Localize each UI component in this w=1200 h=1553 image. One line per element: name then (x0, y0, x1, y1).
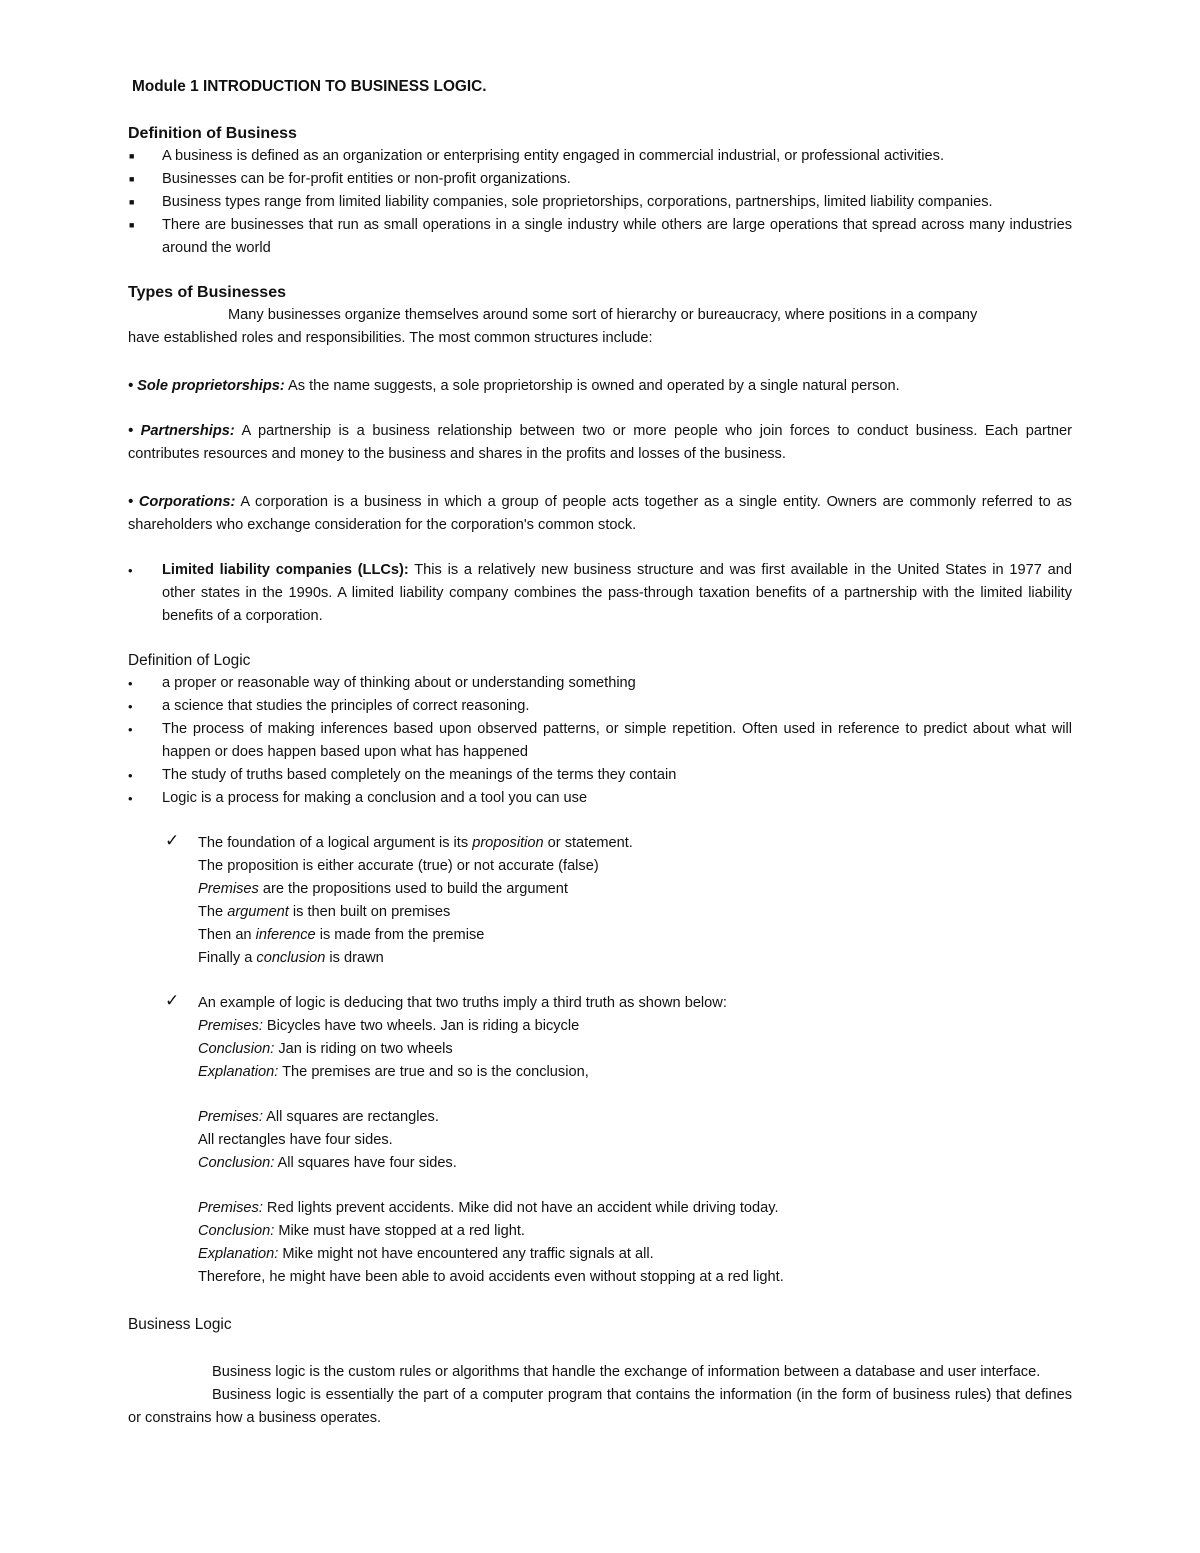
heading-definition-of-business: Definition of Business (128, 125, 297, 142)
dot-bullet-icon: • (128, 791, 133, 806)
sole-proprietorships-paragraph: • Sole proprietorships: As the name suggests, a sole proprietorship is owned and operated by a single natural person. (128, 378, 900, 394)
list-item: ■ Business types range from limited liability companies, sole proprietorships, corporations, partnerships, limited liability companies. (128, 191, 1072, 214)
example-3-conclusion: Conclusion: Mike must have stopped at a red light. (198, 1223, 525, 1239)
partnerships-paragraph: • Partnerships: A partnership is a business relationship between two or more people who join forces to conduct business. Each partner contributes resources and money to the business and shares in the profits and losses of the business. (128, 423, 1072, 462)
argument-line-3: Premises are the propositions used to build the argument (198, 881, 568, 897)
example-2-premises: Premises: All squares are rectangles. (198, 1109, 439, 1125)
example-3-explanation: Explanation: Mike might not have encountered any traffic signals at all. (198, 1246, 654, 1262)
dot-bullet-icon: • (128, 768, 133, 783)
example-3-premises: Premises: Red lights prevent accidents. Mike did not have an accident while driving today. (198, 1200, 779, 1216)
list-item: ■ A business is defined as an organization or enterprising entity engaged in commercial industrial, or professional activities. (128, 145, 1072, 168)
business-definition-list (128, 145, 1072, 260)
example-1-conclusion: Conclusion: Jan is riding on two wheels (198, 1041, 453, 1057)
list-item: • Logic is a process for making a conclusion and a tool you can use (128, 787, 1072, 810)
corporations-paragraph: • Corporations: A corporation is a business in which a group of people acts together as a single entity. Owners are commonly referred to as shareholders who exchange consideration for the corporation's common stock. (128, 494, 1072, 533)
example-3-therefore: Therefore, he might have been able to avoid accidents even without stopping at a red light. (198, 1269, 784, 1285)
corporations-label: • Corporations: (128, 494, 236, 510)
example-1-explanation: Explanation: The premises are true and so is the conclusion, (198, 1064, 589, 1080)
list-item: • Limited liability companies (LLCs): This is a relatively new business structure and was first available in the United States in 1977 and other states in the 1990s. A limited liability company combines the pass-through taxation benefits of a partnership with the limited liability benefits of a corporation. (128, 559, 1072, 628)
argument-line-2: The proposition is either accurate (true) or not accurate (false) (198, 858, 599, 874)
argument-line-4: The argument is then built on premises (198, 904, 451, 920)
example-intro: An example of logic is deducing that two truths imply a third truth as shown below: (198, 995, 727, 1011)
types-intro-rest: have established roles and responsibilities. The most common structures include: (128, 330, 653, 346)
types-intro-first-line: Many businesses organize themselves around some sort of hierarchy or bureaucracy, where positions in a company (228, 307, 978, 323)
argument-line-5: Then an inference is made from the premise (198, 927, 485, 943)
logic-example-block (165, 991, 1072, 1289)
partnerships-label: • Partnerships: (128, 423, 235, 439)
llc-list (128, 559, 1072, 628)
list-item: • The process of making inferences based upon observed patterns, or simple repetition. Often used in reference to predict about what will happen or does happen based upon what has happened (128, 718, 1072, 764)
dot-bullet-icon: • (128, 722, 133, 737)
llc-label: Limited liability companies (LLCs): (162, 562, 409, 578)
argument-line-1: The foundation of a logical argument is its proposition or statement. (198, 835, 633, 851)
example-2-premise-2: All rectangles have four sides. (198, 1132, 393, 1148)
list-item: • a proper or reasonable way of thinking about or understanding something (128, 672, 1072, 695)
list-item: • The study of truths based completely on the meanings of the terms they contain (128, 764, 1072, 787)
dot-bullet-icon: • (128, 699, 133, 714)
heading-definition-of-logic: Definition of Logic (128, 652, 251, 669)
list-item: ■ There are businesses that run as small operations in a single industry while others are large operations that spread across many industries around the world (128, 214, 1072, 260)
list-item: • a science that studies the principles of correct reasoning. (128, 695, 1072, 718)
checkmark-icon: ✓ (165, 991, 180, 1010)
square-bullet-icon: ■ (129, 220, 135, 230)
example-2-conclusion: Conclusion: All squares have four sides. (198, 1155, 457, 1171)
example-1-premises: Premises: Bicycles have two wheels. Jan is riding a bicycle (198, 1018, 580, 1034)
logic-definition-list (128, 672, 1072, 810)
sole-proprietorships-label: • Sole proprietorships: (128, 378, 285, 394)
document-body (128, 76, 1072, 1430)
checkmark-icon: ✓ (165, 831, 180, 850)
heading-business-logic: Business Logic (128, 1316, 232, 1333)
dot-bullet-icon: • (128, 676, 133, 691)
square-bullet-icon: ■ (129, 151, 135, 161)
heading-types-of-businesses: Types of Businesses (128, 284, 286, 301)
argument-line-6: Finally a conclusion is drawn (198, 950, 384, 966)
logic-argument-block (165, 831, 1072, 970)
dot-bullet-icon: • (128, 563, 133, 578)
module-title: Module 1 INTRODUCTION TO BUSINESS LOGIC. (132, 78, 487, 95)
square-bullet-icon: ■ (129, 174, 135, 184)
business-logic-paragraph-1: Business logic is the custom rules or algorithms that handle the exchange of information between a database and user interface. (212, 1364, 1041, 1380)
list-item: ■ Businesses can be for-profit entities or non-profit organizations. (128, 168, 1072, 191)
business-logic-paragraph-2: Business logic is essentially the part of a computer program that contains the information (in the form of business rules) that defines or constrains how a business operates. (128, 1387, 1072, 1426)
square-bullet-icon: ■ (129, 197, 135, 207)
